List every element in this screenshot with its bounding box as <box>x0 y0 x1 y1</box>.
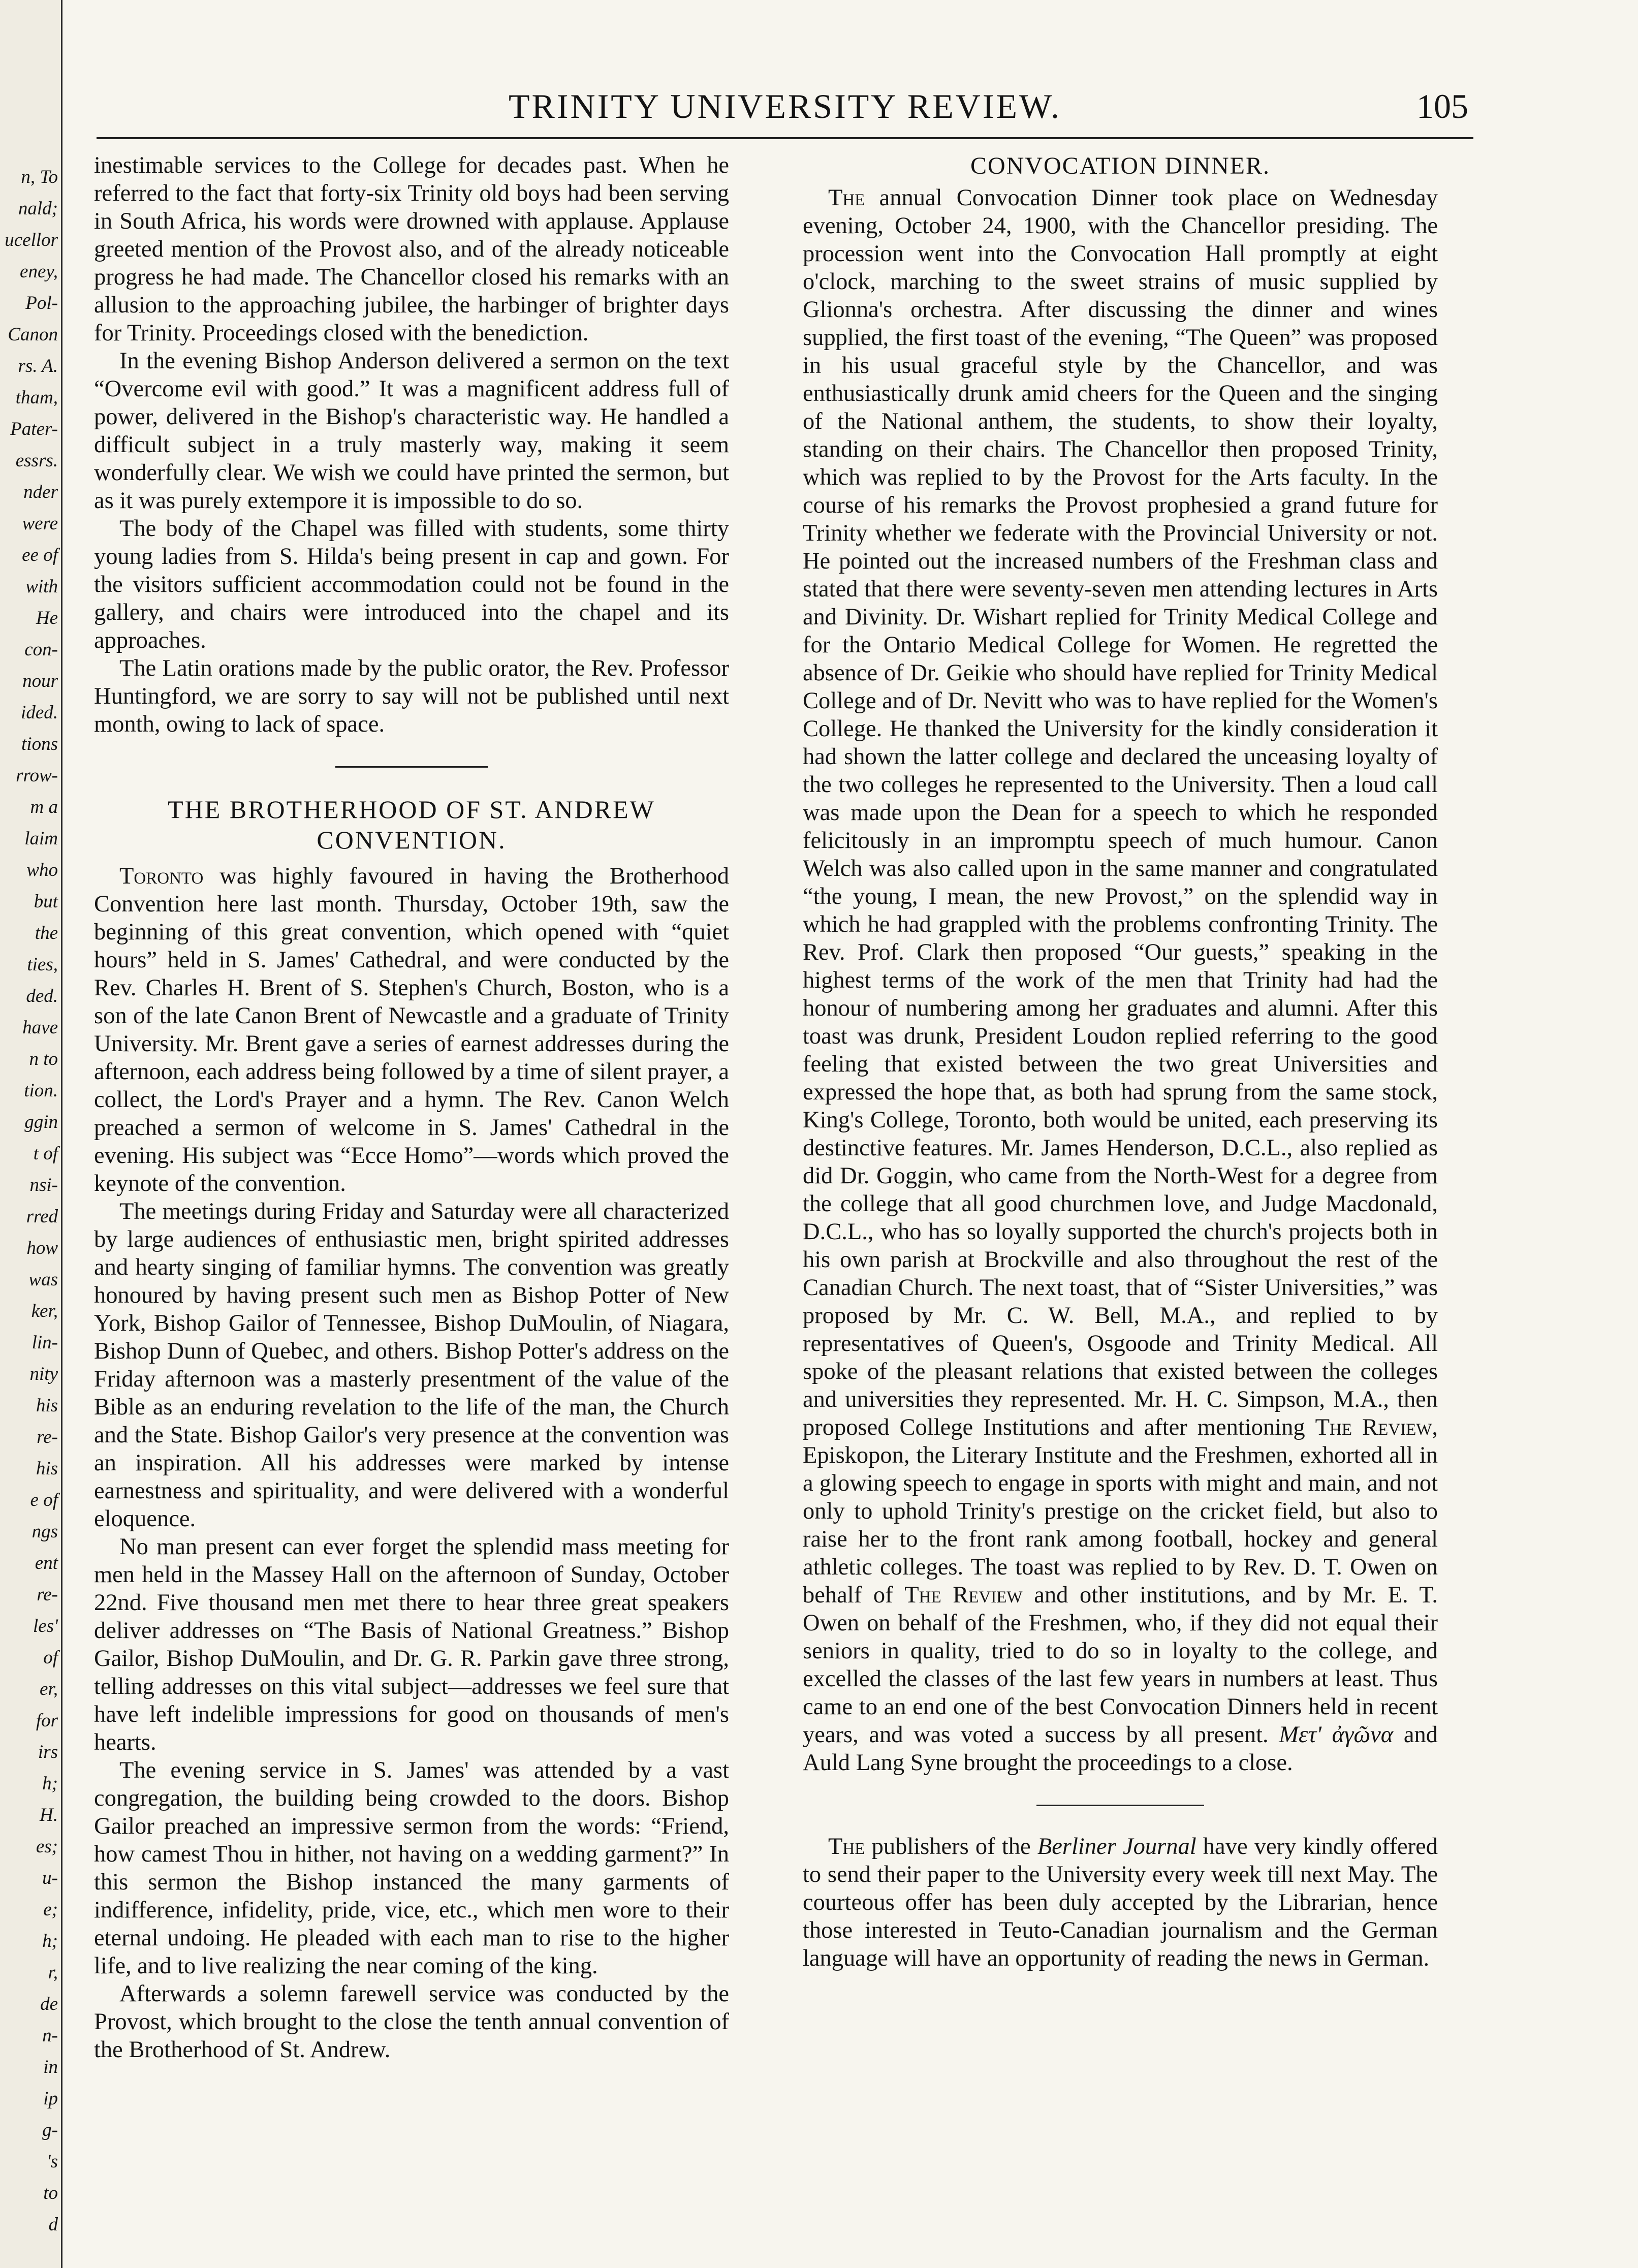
paragraph: Toronto was highly favoured in having the Brotherhood Convention here last month. Thursday, October 19th, saw the beginning of this great convention, which opened with “quiet hours” held in S. James' Cathedral, and were conducted by the Rev. Charles H. Brent of S. Stephen's Church, Boston, who is a son of the late Canon Brent of Newcastle and a graduate of Trinity University. Mr. Brent gave a series of earnest addresses during the afternoon, each address being followed by a time of silent prayer, a collect, the Lord's Prayer and a hymn. The Rev. Canon Welch preached a sermon of welcome in S. James' Cathedral in the evening. His subject was “Ecce Homo”—words which proved the keynote of the convention. <box>94 863 729 1196</box>
margin-fragment: nity <box>29 1364 58 1384</box>
paragraph: No man present can ever forget the splendid mass meeting for men held in the Massey Hall on the afternoon of Sunday, October 22nd. Five thousand men met there to hear three great speakers deliver addresses on “The Basis of National Greatness.” Bishop Gailor, Bishop DuMoulin, and Dr. G. R. Parkin gave three strong, telling addresses on this vital subject—addresses we feel sure that have left indelible impressions for good on thousands of men's hearts. <box>94 1534 729 1755</box>
margin-fragment: essrs. <box>15 450 58 471</box>
margin-fragment: re- <box>37 1427 58 1447</box>
margin-fragment: have <box>22 1017 58 1038</box>
margin-fragment: of <box>43 1647 58 1668</box>
margin-fragment: to <box>43 2183 58 2203</box>
paragraph: The publishers of the Berliner Journal have very kindly offered to send their paper to the University every week till next May. The courteous offer has been duly accepted by the Librarian, hence those interested in Teuto-Canadian journalism and the German language will have an opportunity of reading the news in German. <box>803 1834 1438 1971</box>
margin-fragment: n to <box>29 1049 58 1069</box>
lead-word: The <box>828 1834 865 1860</box>
margin-fragment: ties, <box>27 954 58 975</box>
margin-fragment: H. <box>40 1805 58 1825</box>
left-column <box>94 151 729 2064</box>
margin-fragment: ent <box>35 1553 58 1573</box>
article-heading: THE BROTHERHOOD OF ST. ANDREW CONVENTION. <box>168 795 655 854</box>
adjacent-page-margin <box>0 0 62 2268</box>
margin-fragment: irs <box>38 1742 58 1762</box>
margin-fragment: but <box>34 891 58 912</box>
margin-fragment: d <box>48 2214 58 2235</box>
margin-fragment: u- <box>42 1868 58 1888</box>
paragraph: The evening service in S. James' was attended by a vast congregation, the building being crowded to the doors. Bishop Gailor preached an impressive sermon from the words: “Friend, how camest Thou in hither, not having on a wedding garment?” In this sermon the Bishop instanced the many garments of indifference, infidelity, pride, vice, etc., which men wore to their eternal undoing. He pleaded with each man to rise to the higher life, and to live realizing the near coming of the king. <box>94 1757 729 1979</box>
section-divider <box>1036 1805 1204 1806</box>
right-column <box>803 151 1438 1972</box>
paragraph: The Latin orations made by the public orator, the Rev. Professor Huntingford, we are sorry to say will not be published until next month, owing to lack of space. <box>94 655 729 737</box>
margin-fragment: r, <box>48 1962 58 1983</box>
margin-fragment: ip <box>43 2088 58 2109</box>
margin-fragment: nour <box>22 671 58 691</box>
margin-fragment: his <box>36 1458 58 1479</box>
margin-fragment: Pater- <box>10 419 58 439</box>
margin-fragment: nder <box>23 482 58 502</box>
margin-fragment: ided. <box>21 702 58 723</box>
margin-fragment: les' <box>33 1616 58 1636</box>
margin-fragment: eney, <box>20 261 58 282</box>
margin-fragment: t of <box>33 1143 58 1164</box>
margin-fragment: was <box>28 1269 58 1290</box>
margin-fragment: er, <box>40 1679 58 1699</box>
margin-fragment: h; <box>42 1931 58 1951</box>
section-divider <box>335 766 488 768</box>
margin-fragment: lin- <box>32 1332 58 1353</box>
margin-fragment: how <box>26 1238 58 1258</box>
paragraph: The annual Convocation Dinner took place on Wednesday evening, October 24, 1900, with the Chancellor presiding. The procession went into the Convocation Hall promptly at eight o'clock, marching to the sweet strains of music supplied by Glionna's orchestra. After discussing the dinner and wines supplied, the first toast of the evening, “The Queen” was proposed in his usual graceful style by the Chancellor, and was enthusiastically drunk amid cheers for the Queen and the singing of the National anthem, the students, to show their loyalty, standing on their chairs. The Chancellor then proposed Trinity, which was replied to by the Provost for the Arts faculty. In the course of his remarks the Provost prophesied a grand future for Trinity whether we federate with the Provincial University or not. He pointed out the increased numbers of the Freshman class and stated that there were seventy-seven men attending lectures in Arts and Divinity. Dr. Wishart replied for Trinity Medical College and for the Ontario Medical College for Women. He regretted the absence of Dr. Geikie who should have replied for Trinity Medical College and of Dr. Nevitt who was to have replied for the Women's College. He thanked the University for the kindly consideration it had shown the latter college and declared the unceasing loyalty of the two colleges he represented to the University. Then a loud call was made upon the Dean for a speech to which he responded felicitously in an impromptu speech of much humour. Canon Welch was also called upon in the same manner and congratulated “the young, I mean, the new Provost,” on the splendid way in which he had grappled with the problems confronting Trinity. The Rev. Prof. Clark then proposed “Our guests,” speaking in the highest terms of the work of the men that Trinity had had the honour of numbering among her graduates and alumni. After this toast was drunk, President Loudon replied referring to the good feeling that existed between the two great Universities and expressed the hope that, as both had sprung from the same stock, King's College, Toronto, both would be united, each preserving its destinctive features. Mr. James Henderson, D.C.L., also replied as did Dr. Goggin, who came from the North-West for a degree from the college that all good churchmen love, and Judge Macdonald, D.C.L., who has so loyally supported the church's projects both in his own parish at Brockville and also throughout the rest of the Canadian Church. The next toast, that of “Sister Universities,” was proposed by Mr. C. W. Bell, M.A., and replied to by representatives of Queen's, Osgoode and Trinity Medical. All spoke of the pleasant relations that existed between the colleges and universities they represented. Mr. H. C. Simpson, M.A., then proposed College Institutions and after mentioning The Review, Episkopon, the Literary Institute and the Freshmen, exhorted all in a glowing speech to engage in sports with might and main, and not only to uphold Trinity's prestige on the cricket field, but also to raise her to the front rank among football, hockey and general athletic colleges. The toast was replied to by Rev. D. T. Owen on behalf of The Review and other institutions, and by Mr. E. T. Owen on behalf of the Freshmen, who, if they did not equal their seniors in quality, tried to do so in loyalty to the college, and excelled the classes of the last few years in numbers at least. Thus came to an end one of the best Convocation Dinners held in recent years, and was voted a success by all present. Μετ' ἀγῶνα and Auld Lang Syne brought the proceedings to a close. <box>803 185 1438 1776</box>
margin-fragment: n, To <box>21 167 58 187</box>
margin-fragment: re- <box>37 1584 58 1605</box>
margin-fragment: ded. <box>26 986 58 1006</box>
margin-fragment: ggin <box>24 1112 58 1132</box>
paragraph: The meetings during Friday and Saturday were all characterized by large audiences of enthusiastic men, bright spirited addresses and hearty singing of familiar hymns. The convention was greatly honoured by having present such men as Bishop Potter of New York, Bishop Gailor of Tennessee, Bishop DuMoulin, of Niagara, Bishop Dunn of Quebec, and others. Bishop Potter's address on the Friday afternoon was a masterly presentment of the value of the Bible as an enduring revelation to the life of the man, the Church and the State. Bishop Gailor's very presence at the convention was an inspiration. All his addresses were marked by intense earnestness and spirituality, and were delivered with a wonderful eloquence. <box>94 1199 729 1532</box>
margin-fragment: con- <box>24 639 58 660</box>
paragraph: In the evening Bishop Anderson delivered a sermon on the text “Overcome evil with good.” It was a magnificent address full of power, delivered in the Bishop's characteristic way. He handled a difficult subject in a truly masterly way, making it seem wonderfully clear. We wish we could have printed the sermon, but as it was purely extempore it is impossible to do so. <box>94 348 729 514</box>
paragraph: Afterwards a solemn farewell service was conducted by the Provost, which brought to the close the tenth annual convention of the Brotherhood of St. Andrew. <box>94 1981 729 2063</box>
margin-fragment: for <box>36 1710 58 1731</box>
margin-fragment: rred <box>26 1206 58 1227</box>
margin-fragment: m a <box>30 797 58 817</box>
margin-fragment: tham, <box>15 387 58 408</box>
margin-fragment: es; <box>36 1836 58 1857</box>
margin-fragment: rs. A. <box>18 356 58 376</box>
page-number: 105 <box>1416 87 1468 125</box>
margin-fragment: with <box>25 576 58 597</box>
margin-fragment: ee of <box>22 545 58 565</box>
margin-fragment: e; <box>43 1899 58 1920</box>
margin-fragment: tion. <box>24 1080 58 1101</box>
journal-title: TRINITY UNIVERSITY REVIEW. <box>509 87 1061 125</box>
margin-fragment: n- <box>42 2025 58 2046</box>
margin-fragment: who <box>26 860 58 880</box>
margin-fragment: tions <box>21 734 58 754</box>
margin-fragment: were <box>22 513 58 534</box>
lead-word: The <box>828 185 865 211</box>
margin-fragment: in <box>43 2057 58 2077</box>
margin-fragment: de <box>40 1994 58 2014</box>
margin-fragment: rrow- <box>16 765 58 786</box>
margin-fragment: ker, <box>31 1301 58 1321</box>
paragraph: The body of the Chapel was filled with students, some thirty young ladies from S. Hilda's being present in cap and gown. For the visitors sufficient accommodation could not be found in the gallery, and chairs were introduced into the chapel and its approaches. <box>94 516 729 653</box>
margin-fragment: nald; <box>18 198 58 219</box>
margin-fragment: laim <box>24 828 58 849</box>
lead-word: Toronto <box>119 863 204 889</box>
page-header <box>97 81 1473 139</box>
margin-fragment: the <box>35 923 58 943</box>
margin-fragment: g- <box>42 2120 58 2140</box>
margin-fragment: He <box>36 608 58 628</box>
margin-fragment: nsi- <box>29 1175 58 1195</box>
paragraph: inestimable services to the College for decades past. When he referred to the fact that forty-six Trinity old boys had been serving in South Africa, his words were drowned with applause. Applause greeted mention of the Provost also, and of the already noticeable progress he had made. The Chancellor closed his remarks with an allusion to the approaching jubilee, the harbinger of brighter days for Trinity. Proceedings closed with the benediction. <box>94 152 729 346</box>
margin-fragment: h; <box>42 1773 58 1794</box>
margin-fragment: his <box>36 1395 58 1416</box>
margin-fragment: 's <box>46 2151 58 2172</box>
margin-fragment: Canon <box>8 324 58 345</box>
margin-fragment: ucellor <box>5 230 58 250</box>
margin-fragment: e of <box>30 1490 58 1510</box>
margin-fragment: ngs <box>32 1521 58 1542</box>
margin-fragment: Pol- <box>25 293 58 313</box>
article-heading: CONVOCATION DINNER. <box>970 152 1270 179</box>
